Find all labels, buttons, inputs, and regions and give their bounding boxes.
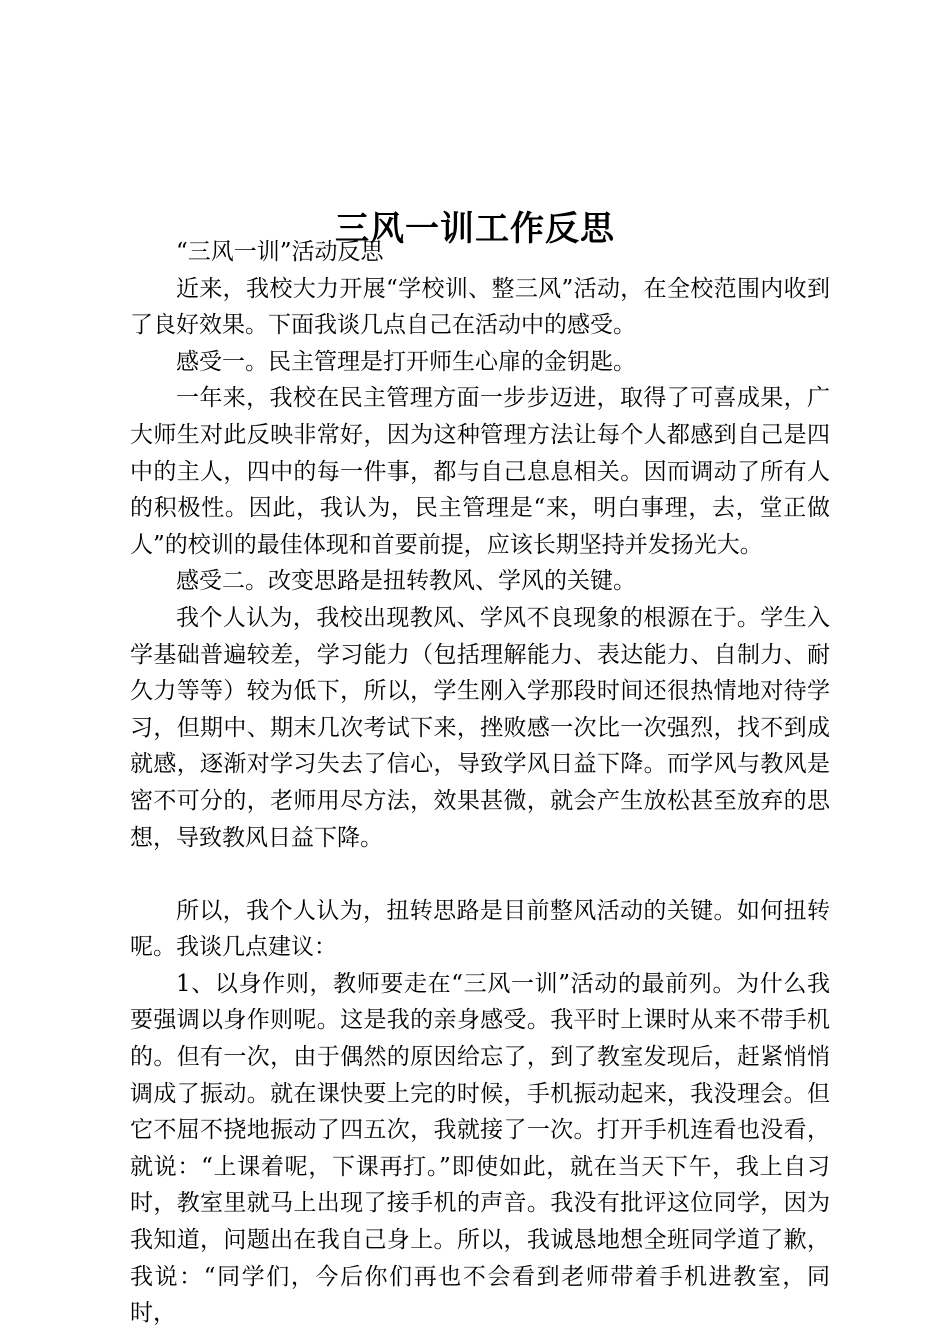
- paragraph-subtitle: “三风一训”活动反思: [176, 239, 384, 265]
- paragraph-feeling-one-heading: 感受一。民主管理是打开师生心扉的金钥匙。: [176, 348, 636, 375]
- paragraph-feeling-two-heading: 感受二。改变思路是扭转教风、学风的关键。: [176, 568, 636, 595]
- document-title: 三风一训工作反思: [335, 208, 615, 249]
- paragraph-suggestions-intro: 所以，我个人认为，扭转思路是目前整风活动的关键。如何扭转呢。我谈几点建议：: [130, 897, 830, 961]
- document-body: [130, 234, 830, 1332]
- paragraph-suggestion-one: 1、以身作则，教师要走在“三风一训”活动的最前列。为什么我要强调以身作则呢。这是我的亲身感受。我平时上课时从来不带手机的。但有一次，由于偶然的原因给忘了，到了教室发现后，赶紧悄悄调成了振动。就在课快要上完的时候，手机振动起来，我没理会。但它不屈不挠地振动了四五次，我就接了一次。打开手机连看也没看，就说：“上课着呢，下课再打。”即使如此，就在当天下午，我上自习时，教室里就马上出现了接手机的声音。我没有批评这位同学，因为我知道，问题出在我自己身上。所以，我诚恳地想全班同学道了歉，我说：“同学们，今后你们再也不会看到老师带着手机进教室，同时，: [130, 970, 830, 1327]
- paragraph-feeling-two-body: 我个人认为，我校出现教风、学风不良现象的根源在于。学生入学基础普遍较差，学习能力（包括理解能力、表达能力、自制力、耐久力等等）较为低下，所以，学生刚入学那段时间还很热情地对待学习，但期中、期末几次考试下来，挫败感一次比一次强烈，找不到成就感，逐渐对学习失去了信心，导致学风日益下降。而学风与教风是密不可分的，老师用尽方法，效果甚微，就会产生放松甚至放弃的思想，导致教风日益下降。: [130, 604, 830, 851]
- paragraph-intro: 近来，我校大力开展“学校训、整三风”活动，在全校范围内收到了良好效果。下面我谈几点自己在活动中的感受。: [130, 275, 830, 339]
- paragraph-feeling-one-body: 一年来，我校在民主管理方面一步步迈进，取得了可喜成果，广大师生对此反映非常好，因为这种管理方法让每个人都感到自己是四中的主人，四中的每一件事，都与自己息息相关。因而调动了所有人的积极性。因此，我认为，民主管理是“来，明白事理，去，堂正做人”的校训的最佳体现和首要前提，应该长期坚持并发扬光大。: [130, 385, 830, 558]
